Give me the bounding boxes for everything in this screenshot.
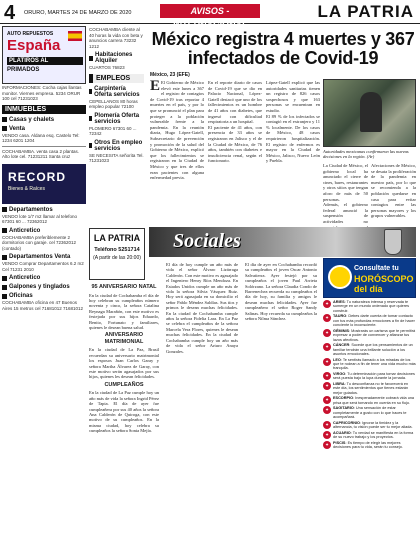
article-paragraph: En el reporte diario de casos de Covid-19 que se dio en Palacio Nacional, López-Gatell destacó que uno de los fallecimientos es un hombre de 41 años con diabetes, que ingresó con dificultad respiratoria a un hospital. [208,80,262,125]
horoscope-text [333,441,416,450]
sociales-paragraph: En la ciudad de Cochabamba el día de hoy celebran su cumpleaños número noventa y cinco, la señora Catalina Reynaga Marañón, con este motivo es festejada por sus hijos Eduardo, Benito, Fortunato y familiares, quienes le desean buena salud. [89,292,159,330]
horoscope-reading: : Te sentirás llamado a los miradas de los que te rodean a fin de tener una vida mucho más tranquila. [333,357,416,371]
ad-espana-line3: PLATIROS AL [7,57,83,65]
horoscope-item [323,396,416,405]
category-plomeria [89,113,144,125]
horoscope-reading: : Tu desconfianza no te favorecerá en este día, los sentimientos que tienes estarán mejor guiados. [333,382,409,395]
horoscope-sign: PISCIS [333,440,346,445]
horoscope-item [323,406,416,419]
horoscope-text [333,372,416,381]
divider [2,146,86,147]
sociales-paragraph: En la ciudad de La Paz cumple hoy un año más de vida la señora Ingrid Pérez de Tapia. El día de ayer fue cumpleañera por sus 40 años la señora Ana Calderón de Quiroga, con este motivo de su cumpleaños. En la misma ciudad, hoy celebra su cumpleaños la señora Sonia Mejía. [89,390,159,434]
page-header [0,0,420,30]
article-paragraph: El paciente de 41 años, con presencia de 33 años se registraron en Jalisco y el de la Ciudad de México, de 76 años, también con diabetes e insuficiencia renal, según el funcionario. [208,124,262,164]
issue-date: ORURO, MARTES 24 DE MARZO DE 2020 [24,10,132,16]
article-column-2 [208,80,262,222]
horoscope-reading: : Tu determinación para tomar decisiones será puesta bajo la lupa durante la jornada. [333,372,415,381]
libra-sign-icon: ✦ [323,382,331,390]
horoscope-item [323,382,416,395]
horoscope-text [333,431,416,440]
horoscope-item [323,314,416,327]
ad-record-line2: Bienes & Raíces [8,185,45,192]
bullet-icon [2,294,7,299]
article-paragraph: El Gobierno de México elevó este lunes a 367 el registro de contagios de Covid-19 tras reportar 4 muertes en el país, y por lo que se pronunció el plan para proteger a la población vulnerable frente a la pandemia. En la reunión diaria, Hugo López-Gatell, Subsecretario de prevención y promoción de la salud del Gobierno de México, explicó que los fallecimientos se registraron en la Ciudad de México y que tres de ellos eran pacientes con alguna enfermedad previa. [150,80,204,181]
bullet-icon [2,126,7,131]
category-habitaciones [89,52,144,64]
category-venta [2,126,86,132]
category-label: Anticretico [9,275,41,281]
sagitario-sign-icon: ✦ [323,406,331,414]
classifieds-column-2 [89,26,144,206]
patria-box-hours: (A partir de las 20:00) [93,255,141,261]
sociales-paragraph: El día de hoy cumple un año más de vida el señor Álvaro Lizárraga Calderón. Con este motivo es agasajado el Ingeniero Henry Ríos Mendoza. En Estados Unidos cumple un año más de vida la señora Silvia Vásquez Ruiz. Hoy será agasajada en su domicilio el señor Pablo Méndez Saldías. Sus tíos y primos le desean muchas felicidades. En la ciudad de Cochabamba cumple años la señora Fidelia Lara. En La Paz se celebra el cumpleaños de la señora Marcela Vera Flores, quienes le desean muchas felicidades. En la ciudad de Cochabamba cumple hoy un año más de vida el señor Arturo Anaya Gonzales. [166,262,238,354]
horoscope-sign: CÁNCER [333,343,350,348]
horoscope-text [333,329,416,342]
horoscope-reading: : Tu verdad se manifiesta en la forma de su nuevo trabajo y los proyectos. [333,430,414,440]
classified: CEPELLANOS 80 horas empleo popular 72100 [89,98,138,109]
category-label: Habitaciones Alquiler [95,52,133,64]
horoscope-reading: : Sucede que los pensamientos de un familiar tendrán una brillante solución a los asuntos emocionales. [333,343,413,357]
capricornio-sign-icon: ✦ [323,421,331,429]
category-depto-venta [2,254,86,260]
horoscope-reading: : Tu naturaleza intensa y reservada te sumerge en un mundo ordenado que quieres construir. [333,300,409,313]
classified: VENDO Comprar Departamentos 6.2 m2 Cel 71231 2010 [2,261,84,272]
bullet-icon [2,207,7,212]
ad-record [2,164,86,204]
category-label: Venta [9,125,26,132]
category-inmuebles: INMUEBLES [2,105,86,114]
horoscope-reading: : Una sensación de estar completamente a gusto con lo que haces te acompañará. [333,406,407,420]
horoscope-text [333,343,416,356]
article-headline: México registra 4 muertes y 367 infectados de Covid-19 [151,29,415,68]
classified: PLOMERO 67301 60 ... 72342 [89,125,137,136]
article-paragraph: La Ciudad de México, el gobierno local ha anunciado el cierre de cines, bares, restaurantes y otros sitios que tengan aforo de más de 50 personas. [323,163,368,202]
photo-caption: Autoridades mexicanas confirmaron las nuevas decisiones en la región. (Ar) [323,149,409,160]
horoscope-item [323,421,416,430]
sociales-heading: ANIVERSARIO MATRIMONIAL [104,332,144,345]
sociales-title: Sociales [173,230,241,252]
horoscope-text [333,382,416,395]
article-paragraph: Afectaciones de México, se desata la proliferación de la pandemia en nuestro país, por lo que se recomienda a la población quedarse en casa para evitar contagios entre las personas mayores y los grupos vulnerables. [371,163,416,219]
classifieds-column-left [2,26,86,544]
horoscope-banner-line2: HORÓSCOPO del día [354,274,414,294]
leo-sign-icon: ✦ [323,358,331,366]
sociales-heading: 95 ANIVERSARIO NATAL [91,284,157,290]
category-label: Anticretico [9,227,41,234]
category-galpones [2,284,86,290]
horoscope-sign: SAGITARIO [333,406,354,411]
category-otros [89,140,144,152]
horoscope-banner-line1: Consultate tu [354,265,399,272]
horoscope-sign: ESCORPIO [333,396,354,401]
escorpio-sign-icon: ✦ [323,396,331,404]
bullet-icon [2,117,7,122]
sociales-paragraph: En la ciudad de La Paz, Brasil recuerdan su aniversario matrimonial los esposos Juan Carlos Garay y señora Martha Álvarez de Garay, con este motivo serán agasajados por sus hijos, quienes les desean felicidades. [89,347,159,380]
classified: VENDO lote 1/7 m2 llamar al telefono 67301 60 ... 72362012 [2,213,78,224]
category-label: Departamentos [9,206,53,213]
bullet-icon [89,143,92,148]
horoscope-text [333,300,416,313]
horoscope-sign: ARIES [333,300,345,304]
horoscope-text [333,358,416,371]
category-label: Casas y chalets [9,116,55,123]
horoscope-reading: : Ignorar la timidez y la alternancia, tu visión puede ser tu mejor aliada. [333,420,413,430]
horoscope-item [323,329,416,342]
horoscope-item [323,358,416,371]
category-label: Oficinas [9,293,33,299]
ad-espana-line1: AUTO REPUESTOS [7,31,54,37]
glass-icon [384,229,402,255]
classified: COCHABAMBA. venta casa 2 plantas. Alto lote cel. 71231211 Santa cruz [2,148,80,159]
horoscope-reading: : Es tiempo de elegir las mejores decisiones para tu vida, serán tu consejo. [333,440,403,450]
article-column-3 [266,80,320,222]
patria-box-title: LA PATRIA [93,233,141,243]
classified: INFORMACIONES: Cocha cajas llantas monitor. Viernes empresa. 5234 ORUR 100 cel 71231023 [2,85,82,101]
newspaper-brand: LA PATRIA [317,2,414,21]
sociales-banner [149,227,416,257]
horoscope-item [323,300,416,313]
drop-cap: E [150,78,161,94]
classified: CUARTOS 76823 [89,65,125,70]
article-photo [323,79,416,147]
sociales-heading: CUMPLEAÑOS [104,381,144,388]
category-departamentos [2,207,86,213]
ad-espana-line4: PRIMADOS [7,67,40,73]
article-paragraph: Además, el gobierno federal anunció la suspensión de actividades no [323,202,368,224]
article-paragraph: López-Gatell explicó que las autoridades sanitarias tienen un registro de 826 casos sospechosos y que 163 personas se encuentran en estudio. [266,80,320,113]
horoscope-text [333,396,416,405]
sociales-paragraph: El día de ayer en Cochabamba recordó su cumpleaños el joven Oscar Antonio Salvatierra. Ayer festejó por su cumpleaños el joven Paul Arrieta Solórzano. La señora Claudia Condo de Barrenechea recuerda su cumpleaños el día de hoy, su familia y amigos le desean muchas felicidades. Ayer fue cumpleañero el señor Roger Sandy Salinas. Hoy recuerda su cumpleaños la señora Nilma Sánchez. [245,262,317,322]
horoscope-sign: CAPRICORNIO [333,420,361,425]
zodiac-wheel-icon [328,265,352,289]
bullet-icon [89,89,92,94]
spain-flag-icon [68,31,82,41]
photo-figure [360,92,382,132]
horoscope-item [323,372,416,381]
category-label: Galpones y tinglados [9,284,70,290]
horoscope-reading: : Mostrarás un carisma que te permitirá expresar a poder de convencer y afianzar tus lazos afectivos. [333,328,416,342]
horoscope-reading: : Inesperadamente cobrará vida una prisa que será tomando en cuenta en su flujo. [333,396,415,405]
bullet-icon [89,56,93,61]
horoscope-sign: TAURO [333,314,347,319]
géminis-sign-icon: ✦ [323,329,331,337]
bullet-icon [89,116,92,121]
sociales-column-2 [166,262,238,544]
classified: COCHABAMBA preferiblemente 2 dormitorios con garaje. cel 72362012 (contado) [2,234,77,251]
sociales-column-1 [89,282,159,544]
classified: VENDO casa. Aldana esq. Castelo Tel: 1234 6201 1204 [2,132,80,143]
ad-record-line1: RECORD [8,169,67,184]
article-paragraph: El 89 % de los infectados se contagió en el extranjero y 11 % localmente. De los casos de México, 48 casos requirieron hospitalización. El registro de enfermos es mayor en la Ciudad de México, Jalisco, Nuevo León y Puebla. [266,113,320,164]
category-label: Departamentos Venta [9,254,71,260]
horoscope-sign: LIBRA [333,382,345,387]
horoscope-text [333,314,416,327]
horoscope-list [323,300,416,544]
acuario-sign-icon: ✦ [323,431,331,439]
page-number: 4 [4,2,16,24]
ad-espana [2,26,86,84]
virgo-sign-icon: ✦ [323,372,331,380]
category-carpinteria [89,86,144,98]
ad-espana-line2: España [7,37,61,54]
classified: COCHABAMBA cliente al 40 horas la vida con beta y anuncios carrera 73232 1212 [89,27,143,49]
horoscope-sign: LEO [333,357,341,362]
horoscope-banner [323,258,416,298]
patria-box-phone: Teléfono 5251714 [94,247,140,253]
cáncer-sign-icon: ✦ [323,343,331,351]
bullet-icon [2,228,7,233]
horoscope-item [323,343,416,356]
category-anticretico [2,228,86,234]
classified: SE NECESITA señorita Tel. 71231023 [89,152,144,163]
bullet-icon [2,255,7,260]
sociales-column-3 [245,262,317,544]
horoscope-sign: GÉMINIS [333,328,350,333]
section-label: AVISOS - INTERNACIONAL [160,4,260,18]
horoscope-sign: VIRGO [333,372,346,377]
category-oficinas [2,293,86,299]
category-label: Otros En empleo servicios [94,139,143,152]
category-casas [2,117,86,123]
category-label: Plomería Oferta servicios [94,112,140,125]
article-column-1 [150,80,204,222]
tauro-sign-icon: ✦ [323,314,331,322]
category-anticretico-2 [2,275,86,281]
article-dateline: México, 23 (EFE) [150,72,190,78]
aries-sign-icon: ✦ [323,300,331,308]
horoscope-sign: ACUARIO [333,430,351,435]
article-column-4 [323,163,368,223]
bullet-icon [2,285,7,290]
horoscope-item [323,431,416,440]
la-patria-ad-box [89,228,145,280]
category-label: Carpintería Oferta servicios [94,85,140,98]
horoscope-text [333,421,416,430]
horoscope-text [333,406,416,419]
piscis-sign-icon: ✦ [323,441,331,449]
category-empleos: EMPLEOS [89,74,144,83]
horoscope-reading: : Debes darte cuenta de tomar contacto con tus más profundas emociones a fin de hacer conciente lo inconsciente. [333,314,415,328]
horoscope-item [323,441,416,450]
classified: COCHABAMBA oficina en 47 Buenos Aires 15 metros cel 71681012 71681012 [2,300,84,311]
bullet-icon [2,276,7,281]
article-column-5 [371,163,416,223]
